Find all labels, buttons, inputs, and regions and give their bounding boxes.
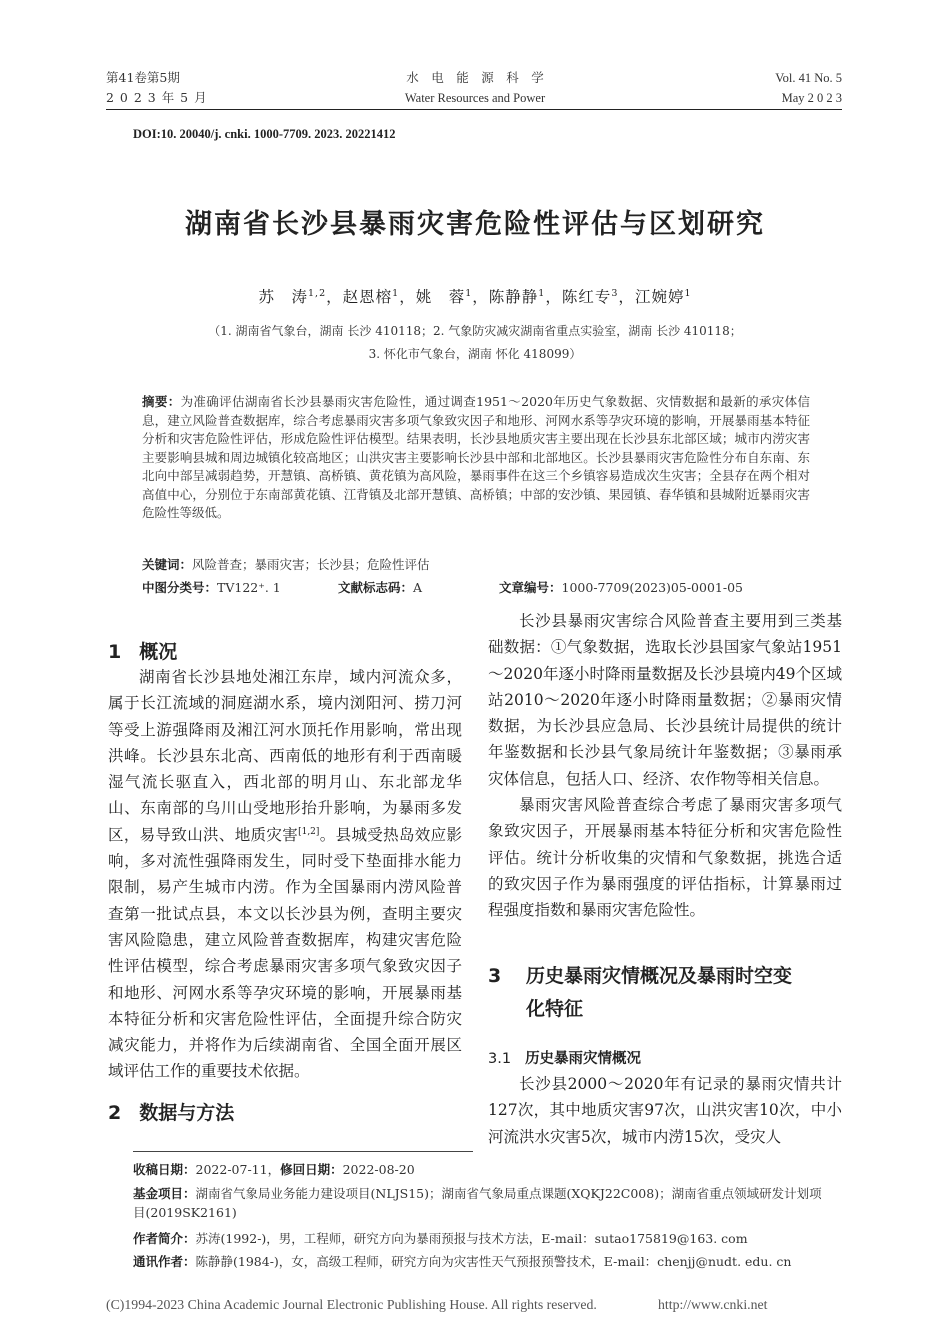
- subsection-3-1-title: 历史暴雨灾情概况: [525, 1051, 642, 1067]
- author-separator: ，: [472, 288, 489, 306]
- author-name: 陈静静: [488, 288, 539, 306]
- author-name: 苏 涛: [258, 288, 308, 306]
- section-1-number: 1: [108, 641, 122, 663]
- header-date: 2 0 2 3 年 5 月: [106, 90, 208, 105]
- author-name: 江婉婷: [634, 288, 685, 306]
- author-name: 赵恩榕: [342, 288, 393, 306]
- author-separator: ，: [399, 288, 416, 306]
- author-affil-mark: 1: [684, 287, 692, 299]
- fund-info: [133, 1184, 833, 1222]
- section-1-paragraph: [108, 664, 462, 1085]
- section-2-paragraph-2: 暴雨灾害风险普查综合考虑了暴雨灾害多项气象致灾因子，开展暴雨基本特征分析和灾害危险性评估。统计分析收集的灾情和气象数据，挑选合适的致灾因子作为暴雨强度的评估指标，计算暴雨过程强度指数和暴雨灾害危险性。: [488, 796, 842, 920]
- article-number: [499, 578, 743, 596]
- section-2-number: 2: [108, 1102, 122, 1124]
- author-list: [0, 285, 950, 307]
- section-2-title: 数据与方法: [139, 1102, 235, 1124]
- copyright-notice: (C)1994-2023 China Academic Journal Electronic Publishing House. All rights reserved.: [106, 1297, 597, 1312]
- corresponding-value: 陈静静(1984-)，女，高级工程师，研究方向为灾害性天气预报预警技术，E-mail：chenjj@nudt. edu. cn: [195, 1254, 792, 1269]
- footnote-rule: [133, 1151, 473, 1152]
- received-value: 2022-07-11，: [195, 1162, 281, 1177]
- header-journal-en: Water Resources and Power: [404, 91, 546, 105]
- keywords-text: 风险普查；暴雨灾害；长沙县；危险性评估: [192, 557, 430, 572]
- author-affil-mark: 1: [465, 287, 473, 299]
- doc-code-value: A: [413, 580, 423, 595]
- author-bio-value: 苏涛(1992-)，男，工程师，研究方向为暴雨预报与技术方法，E-mail：sutao175819@163. com: [195, 1231, 748, 1246]
- section-1-title: 概况: [139, 641, 178, 663]
- header-volume: 第41卷第5期: [106, 70, 180, 85]
- subsection-3-1-text: [488, 1071, 842, 1150]
- paper-title: 湖南省长沙县暴雨灾害危险性评估与区划研究: [185, 209, 765, 240]
- fund-label: 基金项目：: [133, 1186, 196, 1201]
- abstract-label: 摘要：: [142, 394, 181, 409]
- article-number-label: 文章编号：: [499, 580, 562, 595]
- right-column-text: [488, 608, 842, 924]
- clc-value: TV122⁺. 1: [217, 580, 281, 595]
- section-3-heading: [488, 960, 842, 1026]
- abstract-text: 为准确评估湖南省长沙县暴雨灾害危险性，通过调查1951～2020年历史气象数据、灾情数据和最新的承灾体信息，建立风险普查数据库，综合考虑暴雨灾害多项气象致灾因子和地形、河网水系等孕灾环境的影响，开展暴雨基本特征分析和灾害危险性评估，形成危险性评估模型。结果表明，长沙县地质灾害主要出现在长沙县东北部区域；城市内涝灾害主要影响县城和周边城镇化较高地区；山洪灾害主要影响长沙县中部和北部地区。长沙县暴雨灾害危险性分布自东南、东北向中部呈减弱趋势，开慧镇、高桥镇、黄花镇为高风险，暴雨事件在这三个乡镇容易造成次生灾害；全县存在两个相对高值中心，分别位于东南部黄花镇、江背镇及北部开慧镇、高桥镇；中部的安沙镇、果园镇、春华镇和县城附近暴雨灾害危险性等级低。: [142, 394, 810, 520]
- affiliation-line-1: （1. 湖南省气象台，湖南 长沙 410118；2. 气象防灾减灾湖南省重点实验室，湖南 长沙 410118；: [208, 324, 742, 338]
- cnki-link[interactable]: http://www.cnki.net: [658, 1297, 768, 1312]
- subsection-3-1-paragraph: 长沙县2000～2020年有记录的暴雨灾情共计127次，其中地质灾害97次，山洪灾害10次，中小河流洪水灾害5次，城市内涝15次，受灾人: [488, 1075, 842, 1146]
- section-3-title-line-2: 化特征: [526, 998, 584, 1020]
- keywords: [142, 555, 810, 573]
- author-affil-mark: 1: [392, 287, 400, 299]
- author-affil-mark: 1,2: [308, 287, 327, 299]
- document-code: [338, 578, 422, 596]
- subsection-3-1-number: 3.1: [488, 1051, 512, 1067]
- citation-ref: [1,2]: [298, 826, 320, 837]
- article-number-value: 1000-7709(2023)05-0001-05: [561, 580, 743, 595]
- corresponding-author: [133, 1252, 833, 1271]
- doc-code-label: 文献标志码：: [338, 580, 414, 595]
- fund-value: 湖南省气象局业务能力建设项目(NLJS15)；湖南省气象局重点课题(XQKJ22C008)；湖南省重点领域研发计划项目(2019SK2161): [133, 1186, 822, 1220]
- header-rule: [106, 109, 842, 110]
- revised-label: 修回日期：: [280, 1162, 343, 1177]
- clc-number: [142, 578, 281, 596]
- author-name: 陈红专: [561, 288, 612, 306]
- author-affil-mark: 3: [611, 287, 619, 299]
- received-label: 收稿日期：: [133, 1162, 196, 1177]
- corresponding-label: 通讯作者：: [133, 1254, 196, 1269]
- keywords-label: 关键词：: [142, 557, 193, 572]
- section-3-number: 3: [488, 965, 502, 987]
- paragraph-text: 湖南省长沙县地处湘江东岸，域内河流众多，属于长江流域的洞庭湖水系，境内浏阳河、捞刀河等受上游强降雨及湘江河水顶托作用影响，常出现洪峰。长沙县东北高、西南低的地形有利于西南暖湿气流长驱直入，西北部的明月山、东北部龙华山、东南部的乌川山受地形抬升影响，为暴雨多发区，易导致山洪、地质灾害: [108, 668, 462, 844]
- author-bio-label: 作者简介：: [133, 1231, 196, 1246]
- author-bio: [133, 1229, 833, 1248]
- author-name: 姚 蓉: [415, 288, 466, 306]
- section-2-paragraph-1: 长沙县暴雨灾害综合风险普查主要用到三类基础数据：①气象数据，选取长沙县国家气象站1951～2020年逐小时降雨量数据及长沙县境内49个区域站2010～2020年逐小时降雨量数据；②暴雨灾情数据，为长沙县应急局、长沙县统计局提供的统计年鉴数据和长沙县气象局统计年鉴数据；③暴雨承灾体信息，包括人口、经济、农作物等相关信息。: [488, 612, 842, 788]
- subsection-3-1-heading: [488, 1047, 641, 1068]
- received-date: [133, 1160, 833, 1179]
- section-3-title-line-1: 历史暴雨灾情概况及暴雨时空变: [526, 965, 793, 987]
- abstract: [142, 393, 810, 523]
- author-affil-mark: 1: [538, 287, 546, 299]
- revised-value: 2022-08-20: [342, 1162, 415, 1177]
- header-volume-en: Vol. 41 No. 5: [775, 71, 842, 85]
- author-separator: ，: [326, 288, 343, 306]
- section-2-heading: [108, 1097, 234, 1130]
- left-column-text: [108, 664, 462, 1085]
- paragraph-text: 。县城受热岛效应影响，多对流性强降雨发生，同时受下垫面排水能力限制，易产生城市内涝。作为全国暴雨内涝风险普查第一批试点县，本文以长沙县为例，查明主要灾害风险隐患，建立风险普查数据库，构建灾害危险性评估模型，综合考虑暴雨灾害多项气象致灾因子和地形、河网水系等孕灾环境的影响，开展暴雨基本特征分析和灾害危险性评估，全面提升综合防灾减灾能力，并将作为后续湖南省、全国全面开展区域评估工作的重要技术依据。: [108, 825, 462, 1081]
- author-separator: ，: [545, 288, 562, 306]
- header-journal-cn: 水 电 能 源 科 学: [406, 70, 544, 85]
- doi: DOI:10. 20040/j. cnki. 1000-7709. 2023. 20221412: [133, 127, 396, 141]
- affiliation-line-2: 3. 怀化市气象台，湖南 怀化 418099）: [368, 347, 582, 361]
- clc-label: 中图分类号：: [142, 580, 218, 595]
- author-separator: ，: [618, 288, 635, 306]
- header-date-en: May 2 0 2 3: [781, 91, 842, 105]
